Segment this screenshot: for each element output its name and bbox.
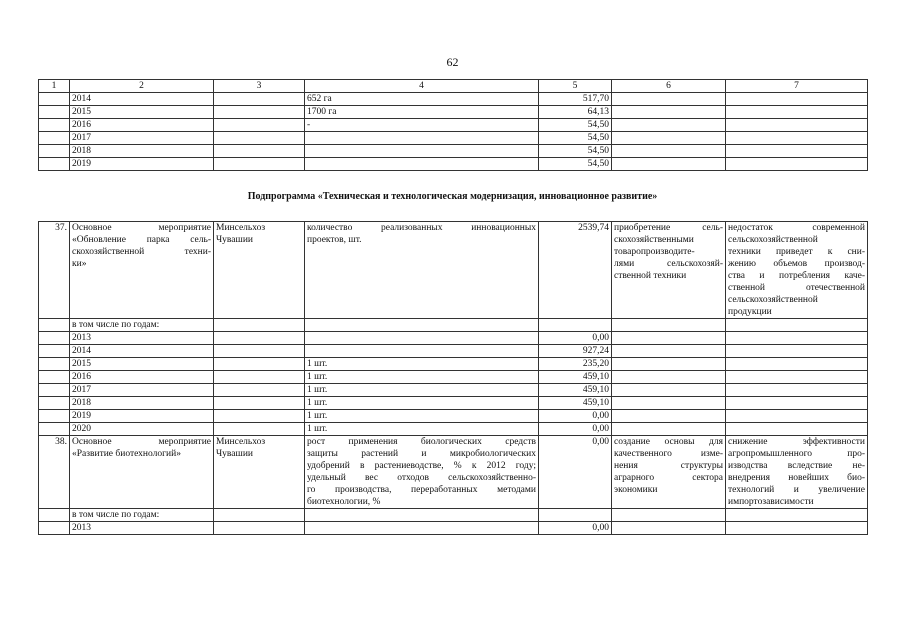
cell-executor — [214, 423, 305, 436]
cell-executor — [214, 222, 305, 319]
year-row — [39, 132, 868, 145]
cell-result — [612, 332, 726, 345]
cell-indicator-line: проектов, шт. — [307, 235, 362, 245]
cell-year: 2017 — [70, 132, 214, 145]
cell-measure-name — [70, 222, 214, 319]
cell-num — [39, 509, 70, 522]
cell-result-line: аграрного сектора — [614, 473, 723, 483]
cell-year: 2016 — [70, 119, 214, 132]
cell-indicator: 1700 га — [305, 106, 539, 119]
cell-indicator — [305, 332, 539, 345]
cell-risk — [726, 410, 868, 423]
cell-result-line: лями сельскохозяй- — [614, 259, 723, 269]
cell-num — [39, 106, 70, 119]
cell-indicator-line: удобрений в растениеводстве, % к 2012 году; — [307, 461, 536, 471]
cell-result — [612, 410, 726, 423]
cell-measure-name-line: ки» — [72, 259, 87, 269]
cell-risk — [726, 145, 868, 158]
cell-risk-line: ственной отечественной — [728, 283, 865, 293]
cell-executor — [214, 132, 305, 145]
cell-indicator — [305, 436, 539, 509]
cell-year: 2014 — [70, 345, 214, 358]
cell-executor — [214, 93, 305, 106]
cell-indicator — [305, 345, 539, 358]
year-row — [39, 93, 868, 106]
cell-amount: 54,50 — [539, 119, 612, 132]
cell-num — [39, 371, 70, 384]
cell-result — [612, 119, 726, 132]
year-row — [39, 332, 868, 345]
cell-indicator — [305, 132, 539, 145]
cell-result-line: товаропроизводите- — [614, 247, 695, 257]
by-years-row — [39, 319, 868, 332]
cell-executor-line: Чувашии — [216, 449, 253, 459]
cell-indicator: 1 шт. — [305, 423, 539, 436]
cell-risk — [726, 397, 868, 410]
cell-amount: 0,00 — [539, 436, 612, 509]
cell-empty — [305, 319, 539, 332]
cell-risk-line: изводства вследствие не- — [728, 461, 865, 471]
cell-amount: 459,10 — [539, 397, 612, 410]
year-row — [39, 119, 868, 132]
cell-risk — [726, 332, 868, 345]
cell-indicator: 1 шт. — [305, 384, 539, 397]
cell-risk — [726, 158, 868, 171]
cell-indicator — [305, 145, 539, 158]
cell-executor — [214, 410, 305, 423]
cell-empty — [214, 319, 305, 332]
cell-by-years-label: в том числе по годам: — [70, 509, 214, 522]
cell-risk — [726, 371, 868, 384]
cell-indicator-line: удельный вес отходов сельскохозяйственно- — [307, 473, 536, 483]
cell-executor — [214, 119, 305, 132]
cell-empty — [539, 319, 612, 332]
year-row — [39, 358, 868, 371]
cell-result — [612, 436, 726, 509]
cell-empty — [612, 319, 726, 332]
cell-risk-line: жению объемов производ- — [728, 259, 865, 269]
cell-num — [39, 319, 70, 332]
cell-empty — [539, 509, 612, 522]
year-row — [39, 522, 868, 535]
cell-num: 37. — [39, 222, 70, 319]
cell-risk — [726, 132, 868, 145]
cell-executor — [214, 145, 305, 158]
cell-year: 2015 — [70, 106, 214, 119]
cell-executor — [214, 384, 305, 397]
cell-result-line: приобретение сель- — [614, 223, 723, 233]
cell-indicator-line: го производства, переработанных методами — [307, 485, 536, 495]
cell-num — [39, 332, 70, 345]
cell-executor — [214, 158, 305, 171]
cell-risk — [726, 93, 868, 106]
cell-result — [612, 106, 726, 119]
cell-amount: 517,70 — [539, 93, 612, 106]
year-row — [39, 384, 868, 397]
cell-indicator: 1 шт. — [305, 358, 539, 371]
cell-indicator: 1 шт. — [305, 371, 539, 384]
column-number: 6 — [612, 80, 726, 93]
row38-row — [39, 436, 868, 509]
cell-year: 2013 — [70, 332, 214, 345]
cell-year: 2020 — [70, 423, 214, 436]
cell-result-line: скохозяйственными — [614, 235, 694, 245]
cell-amount: 0,00 — [539, 522, 612, 535]
cell-result-line: ственной техники — [614, 271, 687, 281]
cell-executor — [214, 436, 305, 509]
cell-amount: 0,00 — [539, 332, 612, 345]
cell-risk-line: сельскохозяйственной — [728, 235, 818, 245]
cell-risk — [726, 119, 868, 132]
cell-risk — [726, 423, 868, 436]
year-row — [39, 410, 868, 423]
cell-year: 2013 — [70, 522, 214, 535]
cell-year: 2014 — [70, 93, 214, 106]
cell-measure-name-line: «Обновление парка сель- — [72, 235, 211, 245]
cell-num: 38. — [39, 436, 70, 509]
cell-executor — [214, 332, 305, 345]
cell-result — [612, 423, 726, 436]
cell-indicator — [305, 522, 539, 535]
cell-num — [39, 384, 70, 397]
cell-year: 2015 — [70, 358, 214, 371]
column-number: 3 — [214, 80, 305, 93]
cell-year: 2017 — [70, 384, 214, 397]
year-row — [39, 371, 868, 384]
year-row — [39, 345, 868, 358]
cell-num — [39, 358, 70, 371]
cell-num — [39, 119, 70, 132]
cell-amount: 0,00 — [539, 410, 612, 423]
cell-risk — [726, 522, 868, 535]
cell-num — [39, 522, 70, 535]
cell-risk — [726, 358, 868, 371]
cell-risk — [726, 345, 868, 358]
cell-indicator — [305, 158, 539, 171]
subprogram-title: Подпрограмма «Техническая и технологическая модернизация, инновационное развитие» — [247, 191, 658, 202]
cell-num — [39, 158, 70, 171]
cell-indicator: - — [305, 119, 539, 132]
cell-year: 2019 — [70, 158, 214, 171]
cell-result-line: экономики — [614, 485, 658, 495]
cell-num — [39, 410, 70, 423]
cell-num — [39, 132, 70, 145]
year-row — [39, 397, 868, 410]
cell-executor-line: Минсельхоз — [216, 223, 266, 233]
cell-executor — [214, 522, 305, 535]
cell-executor-line: Минсельхоз — [216, 437, 266, 447]
cell-indicator: 1 шт. — [305, 397, 539, 410]
cell-amount: 54,50 — [539, 158, 612, 171]
cell-result — [612, 371, 726, 384]
cell-result — [612, 158, 726, 171]
main-table — [38, 221, 868, 535]
by-years-row — [39, 509, 868, 522]
cell-result — [612, 93, 726, 106]
cell-result-line: нения структуры — [614, 461, 723, 471]
column-number: 7 — [726, 80, 868, 93]
cell-by-years-label: в том числе по годам: — [70, 319, 214, 332]
cell-amount: 459,10 — [539, 384, 612, 397]
cell-executor — [214, 397, 305, 410]
cell-result — [612, 384, 726, 397]
year-row — [39, 423, 868, 436]
column-number: 2 — [70, 80, 214, 93]
cell-amount: 2539,74 — [539, 222, 612, 319]
top-table — [38, 79, 868, 171]
cell-num — [39, 345, 70, 358]
cell-indicator: 1 шт. — [305, 410, 539, 423]
cell-num — [39, 93, 70, 106]
cell-executor — [214, 106, 305, 119]
cell-risk-line: недостаток современной — [728, 223, 865, 233]
cell-result — [612, 345, 726, 358]
cell-num — [39, 423, 70, 436]
cell-risk — [726, 384, 868, 397]
cell-indicator — [305, 222, 539, 319]
cell-measure-name-line: Основное мероприятие — [72, 223, 211, 233]
cell-amount: 54,50 — [539, 132, 612, 145]
cell-risk-line: ства и потребления каче- — [728, 271, 865, 281]
cell-measure-name-line: «Развитие биотехнологий» — [72, 449, 181, 459]
cell-risk-line: снижение эффективности — [728, 437, 865, 447]
cell-risk — [726, 222, 868, 319]
cell-amount: 64,13 — [539, 106, 612, 119]
cell-amount: 235,20 — [539, 358, 612, 371]
cell-risk-line: импортозависимости — [728, 497, 814, 507]
cell-executor-line: Чувашии — [216, 235, 253, 245]
year-row — [39, 145, 868, 158]
cell-risk-line: продукции — [728, 307, 772, 317]
cell-result — [612, 132, 726, 145]
cell-indicator: 652 га — [305, 93, 539, 106]
cell-result — [612, 222, 726, 319]
column-number: 5 — [539, 80, 612, 93]
cell-result — [612, 397, 726, 410]
cell-amount: 927,24 — [539, 345, 612, 358]
cell-result-line: создание основы для — [614, 437, 723, 447]
cell-result — [612, 358, 726, 371]
row37-row — [39, 222, 868, 319]
cell-year: 2018 — [70, 145, 214, 158]
cell-risk — [726, 436, 868, 509]
cell-executor — [214, 345, 305, 358]
cell-num — [39, 145, 70, 158]
cell-amount: 459,10 — [539, 371, 612, 384]
column-number-row — [39, 80, 868, 93]
cell-result — [612, 145, 726, 158]
cell-result-line: качественного изме- — [614, 449, 723, 459]
year-row — [39, 158, 868, 171]
cell-empty — [612, 509, 726, 522]
column-number: 4 — [305, 80, 539, 93]
cell-measure-name-line: скохозяйственной техни- — [72, 247, 211, 257]
cell-executor — [214, 371, 305, 384]
cell-measure-name — [70, 436, 214, 509]
cell-result — [612, 522, 726, 535]
cell-risk-line: технологий и увеличение — [728, 485, 865, 495]
cell-amount: 54,50 — [539, 145, 612, 158]
cell-year: 2016 — [70, 371, 214, 384]
cell-year: 2019 — [70, 410, 214, 423]
cell-risk-line: техники приведет к сни- — [728, 247, 865, 257]
cell-indicator-line: защиты растений и микробиологических — [307, 449, 536, 459]
cell-indicator-line: рост применения биологических средств — [307, 437, 536, 447]
year-row — [39, 106, 868, 119]
cell-measure-name-line: Основное мероприятие — [72, 437, 211, 447]
cell-empty — [726, 319, 868, 332]
cell-empty — [305, 509, 539, 522]
page-number: 62 — [446, 55, 459, 69]
cell-risk-line: сельскохозяйственной — [728, 295, 818, 305]
cell-indicator-line: количество реализованных инновационных — [307, 223, 536, 233]
column-number: 1 — [39, 80, 70, 93]
cell-year: 2018 — [70, 397, 214, 410]
cell-risk — [726, 106, 868, 119]
cell-empty — [214, 509, 305, 522]
cell-executor — [214, 358, 305, 371]
cell-risk-line: внедрения новейших био- — [728, 473, 865, 483]
cell-num — [39, 397, 70, 410]
cell-indicator-line: биотехнологии, % — [307, 497, 381, 507]
cell-empty — [726, 509, 868, 522]
cell-risk-line: агропромышленного про- — [728, 449, 865, 459]
cell-amount: 0,00 — [539, 423, 612, 436]
